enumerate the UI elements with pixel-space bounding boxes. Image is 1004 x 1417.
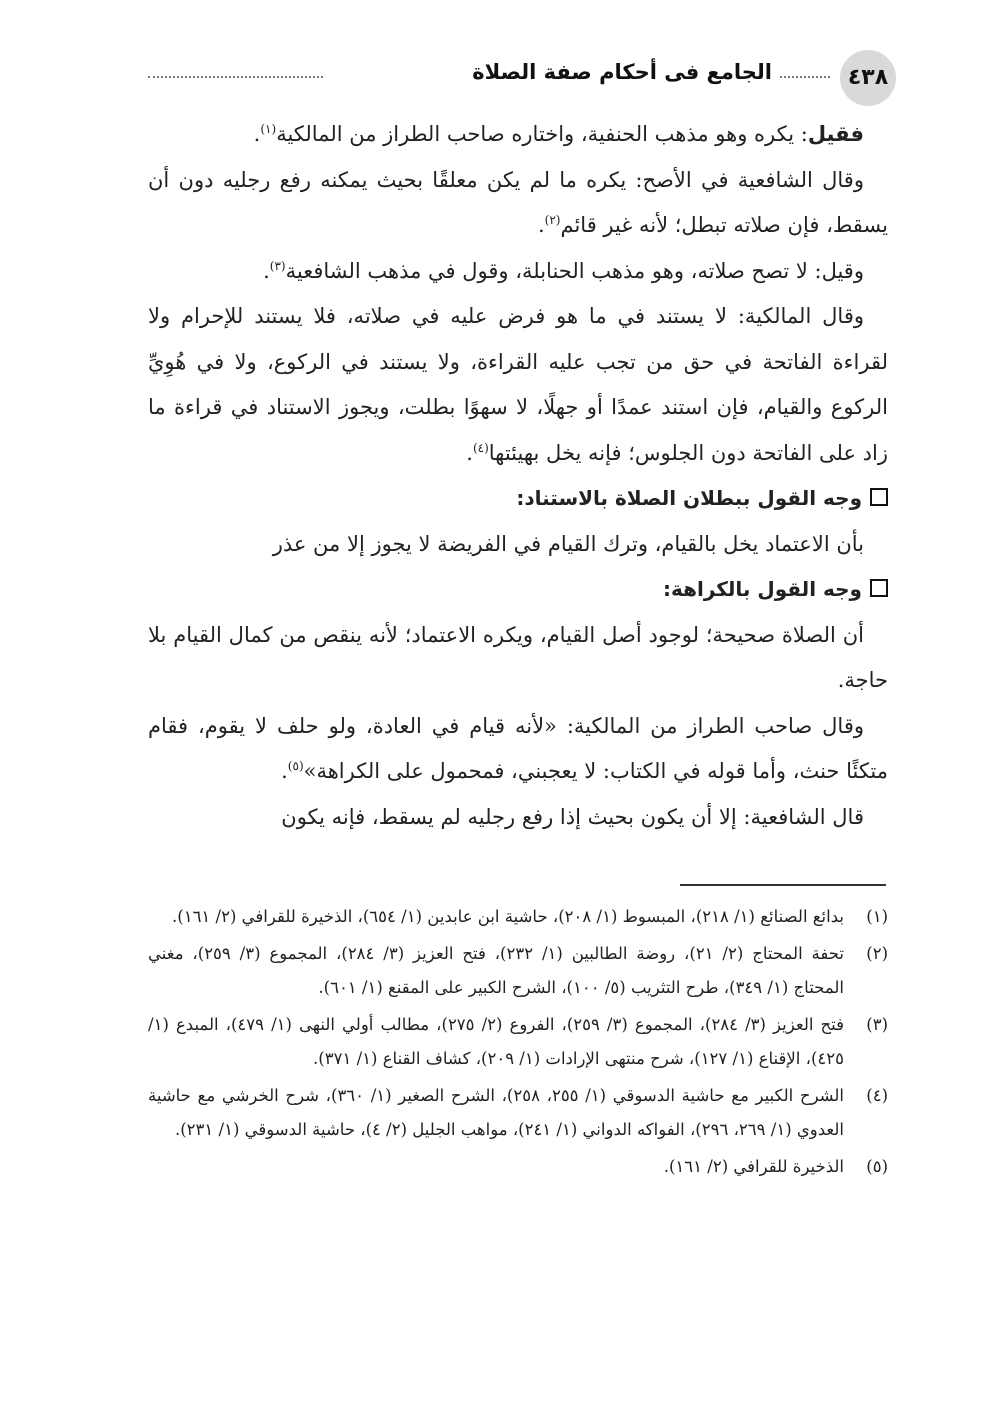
checkbox-square-icon: [870, 579, 888, 597]
paragraph: [148, 249, 888, 295]
footnote-text: تحفة المحتاج (٢/ ٢١)، روضة الطالبين (١/ ٢٣٢)، فتح العزيز (٣/ ٢٨٤)، المجموع (٣/ ٢٥٩)، مغني المحتاج (١/ ٣٤٩)، طرح التثريب (٥/ ١٠٠)، الشرح الكبير على المقنع (١/ ٦٠١).: [148, 944, 844, 997]
footnote-ref: (٥): [287, 759, 304, 773]
footnote-number: (٣): [866, 1015, 888, 1034]
footnote-number: (٤): [866, 1086, 888, 1105]
paragraph: [148, 158, 888, 249]
paragraph-text: وقال المالكية: لا يستند في ما هو فرض عليه في صلاته، فلا يستند للإحرام ولا لقراءة الفاتحة في حق من تجب عليه القراءة، ولا يستند في الركوع، ولا في هُوِيِّ الركوع والقيام، فإن استند عمدًا أو جهلًا، لا سهوًا بطلت، ويجوز الاستناد في قراءة ما زاد على الفاتحة دون الجلوس؛ فإنه يخل بهيئتها: [148, 304, 888, 465]
paragraph-text: وقيل: لا تصح صلاته، وهو مذهب الحنابلة، وقول في مذهب الشافعية: [285, 258, 864, 283]
footnote-item: [148, 1150, 888, 1184]
header-dotted-rule-right: [780, 76, 830, 78]
footnote-item: [148, 900, 888, 934]
footnote-number: (٥): [866, 1157, 888, 1176]
book-title: الجامع فى أحكام صفة الصلاة: [472, 60, 772, 84]
paragraph: [148, 294, 888, 476]
footnote-ref: (٢): [544, 213, 561, 227]
paragraph-text: : يكره وهو مذهب الحنفية، واختاره صاحب الطراز من المالكية: [276, 122, 808, 146]
header-dotted-rule-left: [148, 76, 323, 78]
paragraph-end: .: [537, 213, 545, 237]
paragraph-text: بأن الاعتماد يخل بالقيام، وترك القيام في الفريضة لا يجوز إلا من عذر: [272, 531, 864, 556]
section-heading: [148, 567, 888, 613]
paragraph-text: قال الشافعية: إلا أن يكون بحيث إذا رفع رجليه لم يسقط، فإنه يكون: [281, 804, 864, 829]
paragraph: [148, 522, 888, 568]
paragraph: [148, 795, 888, 841]
footnote-ref: (١): [260, 122, 277, 136]
page-header: [140, 40, 892, 110]
footnote-item: [148, 937, 888, 1005]
paragraph-text: أن الصلاة صحيحة؛ لوجود أصل القيام، ويكره الاعتماد؛ لأنه ينقص من كمال القيام بلا حاجة.: [148, 622, 888, 692]
footnote-separator: [680, 884, 886, 886]
section-heading: [148, 476, 888, 522]
paragraph-lead: فقيل: [807, 122, 864, 146]
footnote-ref: (٣): [269, 258, 286, 273]
footnote-text: بدائع الصنائع (١/ ٢١٨)، المبسوط (١/ ٢٠٨)، حاشية ابن عابدين (١/ ٦٥٤)، الذخيرة للقرافي (٢/ ١٦١).: [172, 907, 844, 926]
footnote-ref: (٤): [472, 440, 489, 455]
paragraph-text: وقال الشافعية في الأصح: يكره ما لم يكن معلقًا بحيث يمكنه رفع رجليه دون أن يسقط، فإن صلاته تبطل؛ لأنه غير قائم: [148, 167, 888, 237]
paragraph-text: وقال صاحب الطراز من المالكية: «لأنه قيام في العادة، ولو حلف لا يقوم، فقام متكئًا حنث، وأما قوله في الكتاب: لا يعجبني، فمحمول على الكراهة»: [148, 713, 888, 783]
paragraph: [148, 613, 888, 704]
footnote-text: الشرح الكبير مع حاشية الدسوقي (١/ ٢٥٥، ٢٥٨)، الشرح الصغير (١/ ٣٦٠)، شرح الخرشي مع حاشية العدوي (١/ ٢٦٩، ٢٩٦)، الفواكه الدواني (١/ ٢٤١)، مواهب الجليل (٢/ ٤)، حاشية الدسوقي (١/ ٢٣١).: [148, 1086, 845, 1139]
paragraph-end: .: [263, 258, 270, 283]
heading-text: وجه القول ببطلان الصلاة بالاستناد:: [516, 486, 862, 510]
footnotes: [148, 900, 888, 1187]
page-number: ٤٣٨: [840, 50, 896, 106]
heading-text: وجه القول بالكراهة:: [662, 577, 862, 601]
main-text: [148, 112, 888, 840]
checkbox-square-icon: [870, 488, 888, 506]
footnote-text: فتح العزيز (٣/ ٢٨٤)، المجموع (٣/ ٢٥٩)، الفروع (٢/ ٢٧٥)، مطالب أولي النهى (١/ ٤٧٩)، المبدع (١/ ٤٢٥)، الإقناع (١/ ١٢٧)، شرح منتهى الإرادات (١/ ٢٠٩)، كشاف القناع (١/ ٣٧١).: [148, 1015, 845, 1068]
paragraph-end: .: [253, 122, 261, 146]
footnote-item: [148, 1079, 888, 1147]
footnote-number: (٢): [866, 944, 888, 963]
footnote-text: الذخيرة للقرافي (٢/ ١٦١).: [663, 1157, 844, 1176]
paragraph: [148, 112, 888, 158]
paragraph-end: .: [281, 759, 288, 783]
paragraph-end: .: [466, 440, 473, 465]
footnote-item: [148, 1008, 888, 1076]
footnote-number: (١): [866, 907, 888, 926]
paragraph: [148, 704, 888, 795]
